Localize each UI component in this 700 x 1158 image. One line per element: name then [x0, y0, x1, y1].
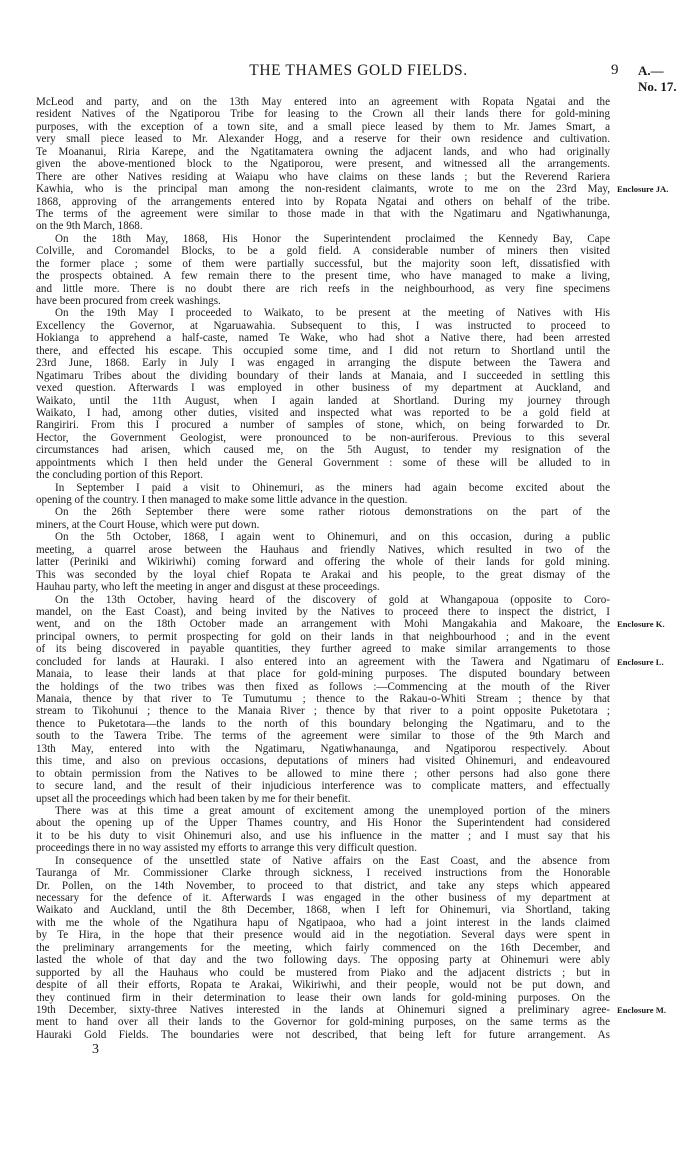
line-text: the preliminary arrangements for the meeting, which fairly commenced on the 16th December, and	[36, 941, 610, 954]
line-text: on the 9th March, 1868.	[36, 220, 143, 233]
text-line	[36, 258, 610, 270]
line-text: There was at this time a great amount of excitement among the unemployed portion of the miners	[55, 804, 610, 817]
line-text: given the above-mentioned block to the Ngatiporou, were present, and witnessed all the arrangements.	[36, 158, 610, 171]
document-title: THE THAMES GOLD FIELDS.	[249, 62, 468, 79]
text-line	[36, 867, 610, 879]
line-text: Te Moananui, Riria Karepe, and the Ngatitamatera owning the adjacent lands, and who had originally	[36, 145, 610, 158]
text-line	[36, 830, 610, 842]
line-text: On the 26th September there were some rather riotous demonstrations on the part of the	[55, 506, 610, 519]
document-reference: A.—No. 17.	[638, 63, 677, 94]
line-text: it to be his duty to visit Ohinemuri also, and use his influence in the matter ; and I must say that his	[36, 829, 610, 842]
text-line	[36, 357, 610, 369]
line-text: to secure land, and the result of their injudicious interference was to complicate matters, and effectually	[36, 780, 610, 793]
line-text: Manaia, thence by that river to Te Tumutumu ; thence to the Rakau-o-Whiti Stream ; thence by that	[36, 693, 610, 705]
text-line	[36, 780, 610, 792]
text-line	[36, 917, 610, 929]
text-line	[36, 196, 610, 208]
text-line	[36, 768, 610, 780]
text-line	[36, 643, 610, 655]
text-line	[36, 681, 610, 693]
line-text: Waikato and Auckland, until the 8th December, 1868, when I left for Ohinemuri, via Shortland, taking	[36, 904, 610, 917]
line-text: resident Natives of the Ngatiporou Tribe for leasing to the Crown all their lands there for gold-mining	[36, 108, 610, 121]
text-line	[36, 929, 610, 941]
line-text: miners, at the Court House, which were put down.	[36, 518, 260, 531]
line-text: the concluding portion of this Report.	[36, 469, 203, 482]
line-text: ment to hand over all their lands to the Governor for gold-mining purposes, on the same terms as the	[36, 1016, 610, 1029]
page-number: 9	[611, 62, 619, 78]
line-text: meeting, a quarrel arose between the Hauhaus and friendly Natives, which resulted in two of the	[36, 543, 610, 556]
line-text: Hector, the Government Geologist, were pronounced to be non-auriferous. Previous to this several	[36, 431, 610, 444]
text-line	[36, 755, 610, 767]
text-line	[36, 444, 610, 456]
line-text: Hokianga to apprehend a half-caste, named Te Wake, who had shot a Native there, had been arrested	[36, 332, 610, 345]
text-line	[36, 370, 610, 382]
text-line	[36, 531, 610, 543]
text-line	[36, 581, 610, 593]
line-text: Manaia, to lease their lands at that place for gold-mining purposes. The disputed boundary between	[36, 668, 610, 681]
line-text: 1868, approving of the arrangements entered into by Ropata Ngatai and others on behalf of the tribe.	[36, 195, 610, 208]
text-line	[36, 171, 610, 183]
text-line	[36, 544, 610, 556]
text-line	[36, 233, 610, 245]
line-text: On the 5th October, 1868, I again went to Ohinemuri, and on this occasion, during a public	[55, 531, 610, 544]
text-line	[36, 942, 610, 954]
printer-signature: 3	[92, 1042, 99, 1057]
line-text: thence to Puketotara—the lands to the north of this boundary belonging the Ngatimaru, and to the	[36, 717, 610, 730]
line-text: Waikato, until the 11th August, when I again landed at Shortland. During my journey through	[36, 394, 610, 407]
text-line	[36, 295, 610, 307]
line-text: Excellency the Governor, at Ngaruawahia. Subsequent to this, I was instructed to proceed to	[36, 319, 610, 332]
text-line	[36, 494, 610, 506]
text-line	[36, 730, 610, 742]
text-line	[36, 655, 664, 668]
text-line	[36, 146, 610, 158]
text-line	[36, 954, 610, 966]
text-line	[36, 96, 610, 108]
text-line	[36, 1016, 610, 1028]
line-text: Tauranga of Mr. Commissioner Clarke through sickness, I received instructions from the Honorable	[36, 867, 610, 880]
line-text: proceedings there in no way assisted my efforts to arrange this very difficult question.	[36, 842, 417, 855]
report-body	[36, 96, 669, 1041]
line-text: In consequence of the unsettled state of Native affairs on the East Coast, and the absence from	[55, 854, 610, 867]
text-line	[36, 967, 610, 979]
line-text: principal owners, to permit prospecting for gold on their lands in that neighbourhood ; and in the event	[36, 630, 610, 643]
line-text: by Te Hira, in the hope that their presence would aid in the negotiation. Several days were spent in	[36, 929, 610, 942]
text-line	[36, 569, 610, 581]
text-line	[36, 457, 610, 469]
line-text: this time, and also on previous occasions, deputations of miners had visited Ohinemuri, and endeavoured	[36, 755, 610, 768]
line-text: Waikato, I had, among other duties, visited and inspected what was reported to be a gold field at	[36, 406, 610, 419]
text-line	[36, 419, 610, 431]
line-text: Hauraki Gold Fields. The boundaries were not described, that being left for future arrangement. As	[36, 1028, 610, 1041]
text-line	[36, 693, 610, 705]
enclosure-margin-note: Enclosure JA.	[617, 184, 669, 195]
text-line	[36, 133, 610, 145]
text-line	[36, 121, 610, 133]
text-line	[36, 158, 610, 170]
text-line	[36, 395, 610, 407]
enclosure-margin-note: Enclosure L.	[617, 656, 664, 667]
text-line	[36, 1029, 610, 1041]
text-line	[36, 469, 610, 481]
line-text: with me the whole of the Ngatihura hapu of Ngatipaoa, who had a joint interest in the lands claimed	[36, 916, 610, 929]
line-text: McLeod and party, and on the 13th May entered into an agreement with Ropata Ngatai and the	[36, 96, 610, 108]
text-line	[36, 1003, 667, 1016]
text-line	[36, 183, 669, 196]
line-text: to obtain permission from the Natives to be allowed to mine there ; other persons had also gone there	[36, 767, 610, 780]
line-text: stream to Tikohunui ; thence to the Manaia River ; thence by that river to a point opposite Puketotara ;	[36, 705, 610, 718]
text-line	[36, 245, 610, 257]
text-line	[36, 992, 610, 1004]
text-line	[36, 880, 610, 892]
text-line	[36, 345, 610, 357]
line-text: 23rd June, 1868. Early in July I was engaged in arranging the dispute between the Tawera and	[36, 357, 610, 370]
text-line	[36, 618, 665, 631]
text-line	[36, 594, 610, 606]
line-text: the prospects obtained. A few remain there to the present time, who have managed to make a living,	[36, 270, 610, 283]
line-text: despite of all their efforts, Ropata te Arakai, Wikiriwhi, and their people, would not be put down, and	[36, 979, 610, 992]
line-text: they continued firm in their determination to lease their own lands for gold-mining purposes. On the	[36, 991, 610, 1004]
text-line	[36, 718, 610, 730]
line-text: On the 18th May, 1868, His Honor the Superintendent proclaimed the Kennedy Bay, Cape	[55, 232, 610, 245]
line-text: Kawhia, who is the principal man among the non-resident claimants, wrote to me on the 23rd May,	[36, 183, 610, 196]
text-line	[36, 705, 610, 717]
line-text: have been procured from creek washings.	[36, 295, 221, 307]
text-line	[36, 482, 610, 494]
line-text: purposes, with the exception of a town site, and a small piece leased by them to Mr. James Smart, a	[36, 120, 610, 133]
line-text: about the opening up of the Upper Thames country, and His Honor the Superintendent had considered	[36, 817, 610, 830]
line-text: south to the Tawera Tribe. The terms of the agreement were similar to those of the 9th March and	[36, 730, 610, 743]
line-text: Colville, and Coromandel Blocks, to be a gold field. A considerable number of miners then visited	[36, 245, 610, 258]
text-line	[36, 631, 610, 643]
text-line	[36, 382, 610, 394]
line-text: the holdings of the two tribes was then fixed as follows :—Commencing at the mouth of the River	[36, 680, 610, 693]
text-line	[36, 320, 610, 332]
text-line	[36, 556, 610, 568]
text-line	[36, 743, 610, 755]
text-line	[36, 432, 610, 444]
line-text: very small piece leased to Mr. Alexander Hogg, and a reserve for their own residence and cultivation.	[36, 133, 610, 146]
text-line	[36, 979, 610, 991]
text-line	[36, 506, 610, 518]
line-text: the former place ; some of them were partially successful, but the majority soon left, dissatisfied with	[36, 257, 610, 270]
line-text: necessary for the defence of it. Afterwards I was engaged in the other business of my department at	[36, 892, 610, 904]
line-text: vexed question. Afterwards I was employed in other business of my department at Auckland, and	[36, 382, 610, 395]
line-text: In September I paid a visit to Ohinemuri, as the miners had again become excited about the	[55, 481, 610, 494]
text-line	[36, 332, 610, 344]
line-text: mandel, on the East Coast), and being invited by the Natives to proceed there to inspect the district, I	[36, 605, 610, 618]
line-text: appointments which I then held under the General Government : some of these will be alluded to in	[36, 456, 610, 469]
text-line	[36, 892, 610, 904]
line-text: supported by all the Hauhaus who could be mustered from Piako and the adjacent districts ; but in	[36, 966, 610, 979]
line-text: went, and on the 18th October made an arrangement with Mohi Mangakahia and Makoare, the	[36, 618, 610, 631]
text-line	[36, 519, 610, 531]
line-text: circumstances had arisen, which caused me, on the 5th August, to tender my resignation of the	[36, 444, 610, 457]
text-line	[36, 220, 610, 232]
text-line	[36, 805, 610, 817]
line-text: There are other Natives residing at Waiapu who have claims on these lands ; but the Reverend Rariera	[36, 170, 610, 183]
line-text: there, and effected his escape. This occupied some time, and I did not return to Shortland until the	[36, 344, 610, 357]
enclosure-margin-note: Enclosure M.	[617, 1004, 667, 1015]
text-line	[36, 606, 610, 618]
text-line	[36, 904, 610, 916]
text-line	[36, 108, 610, 120]
text-line	[36, 208, 610, 220]
line-text: On the 13th October, having heard of the discovery of gold at Whangapoua (opposite to Coro-	[55, 593, 610, 606]
line-text: The terms of the agreement were similar to those made in that with the Ngatimaru and Ngatiwhanunga,	[36, 207, 610, 220]
text-line	[36, 668, 610, 680]
text-line	[36, 842, 610, 854]
text-line	[36, 283, 610, 295]
line-text: latter (Periniki and Wikiriwhi) coming forward and offering the whole of their lands for gold mining.	[36, 556, 610, 569]
line-text: On the 19th May I proceeded to Waikato, to be present at the meeting of Natives with His	[55, 307, 610, 320]
line-text: Hauhau party, who left the meeting in anger and disgust at these proceedings.	[36, 581, 380, 594]
line-text: This was seconded by the loyal chief Ropata te Arakai and his people, to the great dismay of the	[36, 568, 610, 581]
line-text: opening of the country. I then managed to make some little advance in the question.	[36, 494, 408, 506]
line-text: Ngatimaru Tribes about the dividing boundary of their lands at Manaia, and I succeeded in settling this	[36, 369, 610, 382]
text-line	[36, 407, 610, 419]
line-text: lasted the whole of that day and the two following days. The opposing party at Ohinemuri were ably	[36, 954, 610, 967]
text-line	[36, 817, 610, 829]
enclosure-margin-note: Enclosure K.	[617, 619, 665, 630]
text-line	[36, 270, 610, 282]
line-text: 19th December, sixty-three Natives interested in the lands at Ohinemuri signed a preliminary agree-	[36, 1003, 610, 1016]
line-text: Dr. Pollen, on the 14th November, to proceed to that district, and take any steps which appeared	[36, 879, 610, 892]
page-header	[36, 62, 681, 94]
line-text: and little more. There is no doubt there are rich reefs in the neighbourhood, as very fine specimens	[36, 282, 610, 295]
line-text: of its being discovered in payable quantities, they further agreed to make similar arrangements to those	[36, 643, 610, 656]
text-line	[36, 855, 610, 867]
line-text: upset all the proceedings which had been taken by me for their benefit.	[36, 792, 351, 805]
text-line	[36, 793, 610, 805]
text-line	[36, 307, 610, 319]
line-text: Rangiriri. From this I procured a number of samples of stone, which, on being forwarded to Dr.	[36, 419, 610, 432]
line-text: 13th May, entered into with the Ngatimaru, Ngatiwhanaunga, and Ngatiporou respectively. About	[36, 742, 610, 755]
line-text: concluded for lands at Hauraki. I also entered into an agreement with the Tawera and Ngatimaru of	[36, 655, 610, 668]
